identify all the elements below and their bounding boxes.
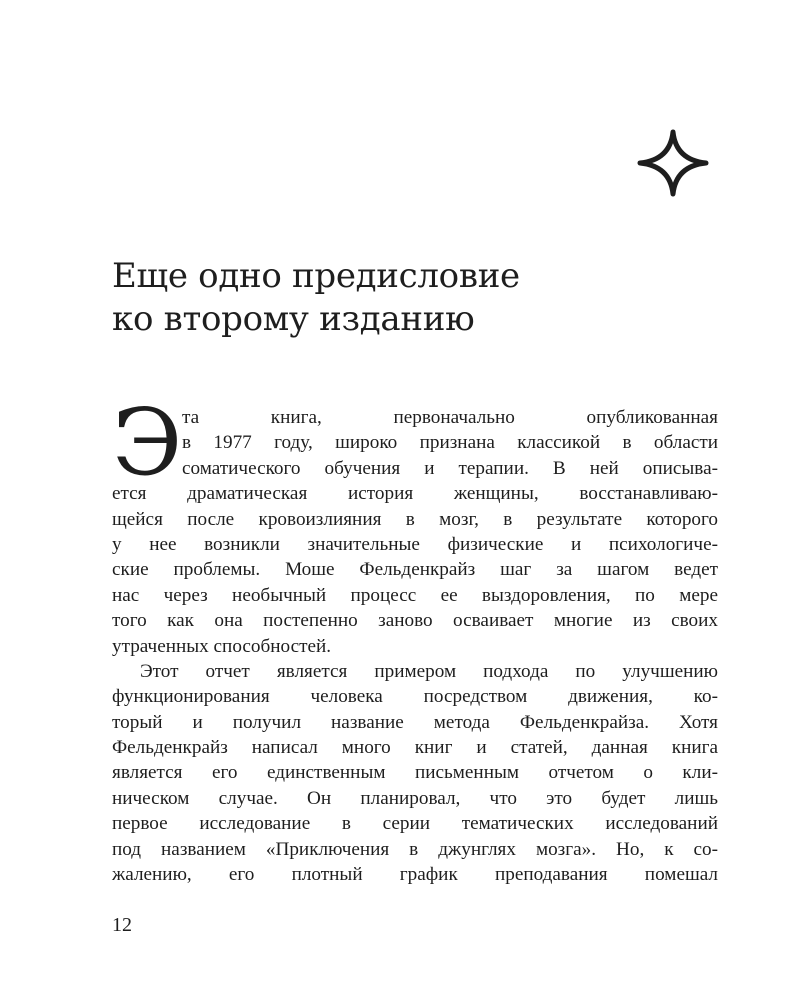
- text-line: утраченных способностей.: [112, 635, 332, 657]
- text-line: Этот отчет является примером подхода по улучшению: [140, 660, 718, 682]
- text-line: у нее возникли значительные физические и психологиче-: [112, 533, 718, 555]
- text-line: та книга, первоначально опубликованная: [182, 407, 718, 428]
- text-line: жалению, его плотный график преподавания помешал: [112, 864, 718, 886]
- page-number: 12: [112, 914, 132, 936]
- text-line: торый и получил название метода Фельденкрайза. Хотя: [112, 711, 718, 733]
- chapter-title-line-2: ко второму изданию: [112, 299, 475, 339]
- text-line: является его единственным письменным отчетом о кли-: [112, 762, 718, 784]
- text-line: соматического обучения и терапии. В ней описыва-: [182, 457, 718, 479]
- text-line: Фельденкрайз написал много книг и статей, данная книга: [112, 737, 718, 759]
- text-line: нас через необычный процесс ее выздоровления, по мере: [112, 584, 718, 606]
- four-point-star-icon: [636, 128, 710, 198]
- drop-cap: Э: [112, 389, 183, 496]
- text-line: того как она постепенно заново осваивает многие из своих: [112, 610, 718, 632]
- text-line: ническом случае. Он планировал, что это будет лишь: [112, 787, 718, 809]
- body-text: [112, 405, 718, 887]
- text-line: ется драматическая история женщины, восстанавливаю-: [112, 483, 718, 505]
- text-line: под названием «Приключения в джунглях мозга». Но, к со-: [112, 838, 718, 860]
- text-line: в 1977 году, широко признана классикой в области: [182, 432, 718, 454]
- text-line: первое исследование в серии тематических исследований: [112, 813, 718, 835]
- chapter-title: [112, 255, 732, 341]
- chapter-title-line-1: Еще одно предисловие: [112, 256, 520, 296]
- text-line: щейся после кровоизлияния в мозг, в результате которого: [112, 508, 718, 530]
- text-line: функционирования человека посредством движения, ко-: [112, 686, 718, 708]
- text-line: ские проблемы. Моше Фельденкрайз шаг за шагом ведет: [112, 559, 718, 581]
